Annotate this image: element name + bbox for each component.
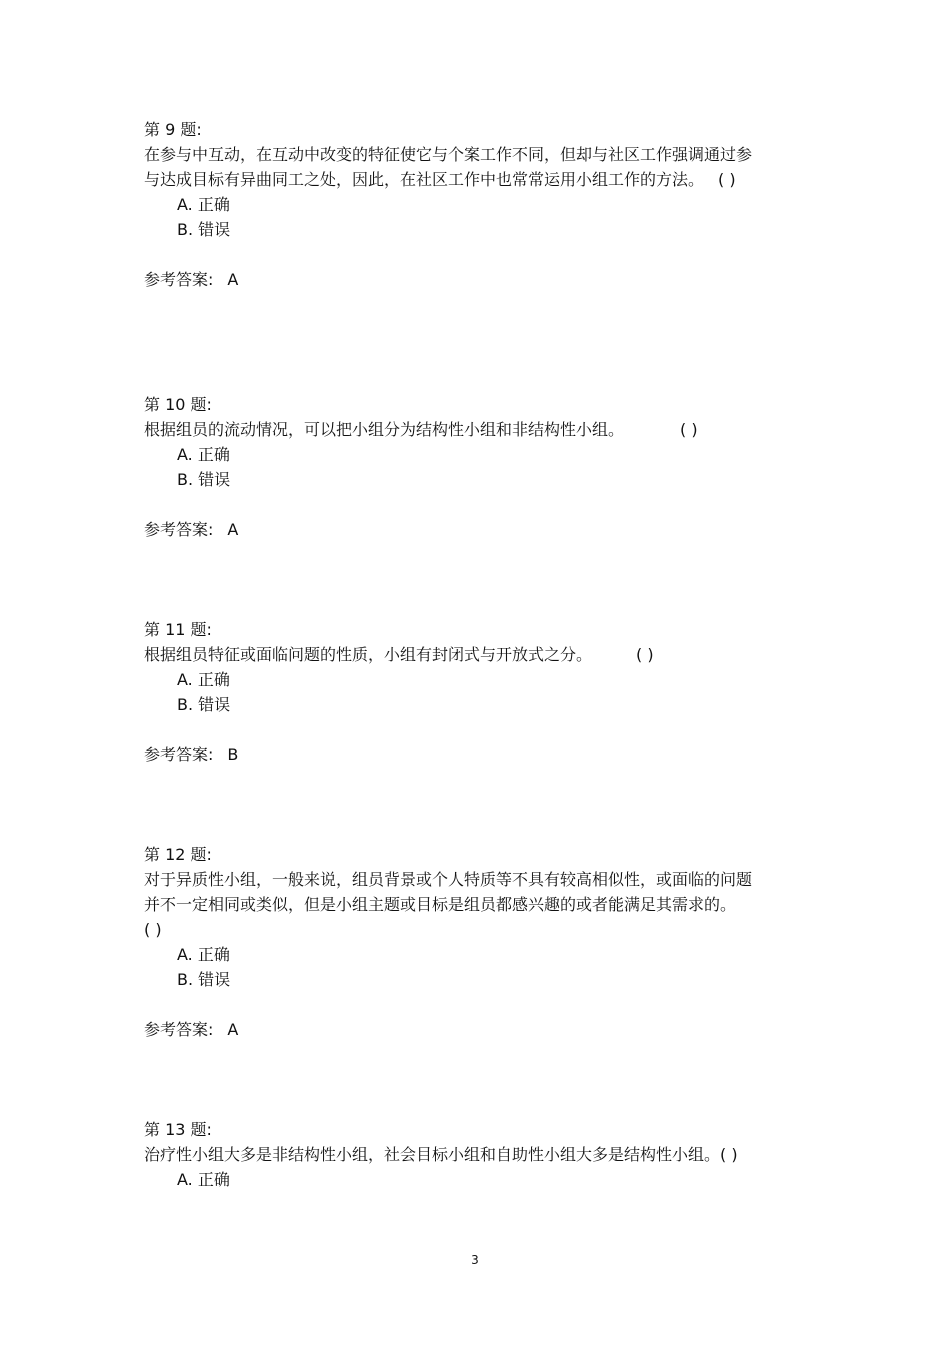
answer-value: A (227, 520, 239, 539)
answer-blank: ( ) (718, 170, 736, 189)
answer-label: 参考答案: (144, 270, 214, 289)
option-b: B. 错误 (177, 470, 231, 489)
option-a: A. 正确 (177, 445, 230, 464)
option-a: A. 正确 (177, 945, 230, 964)
reference-answer (144, 517, 804, 542)
answer-blank: ( ) (144, 920, 162, 939)
reference-answer (144, 267, 764, 292)
option-b: B. 错误 (177, 220, 231, 239)
answer-blank: ( ) (636, 645, 654, 664)
question-9 (144, 117, 764, 292)
question-text: 根据组员特征或面临问题的性质，小组有封闭式与开放式之分。 ( ) (144, 642, 764, 667)
question-12 (144, 842, 764, 1042)
answer-value: A (227, 1020, 239, 1039)
question-number: 第 13 题: (144, 1120, 212, 1139)
option-a: A. 正确 (177, 670, 230, 689)
reference-answer (144, 742, 764, 767)
question-number: 第 9 题: (144, 120, 202, 139)
option-a: A. 正确 (177, 195, 230, 214)
question-number: 第 11 题: (144, 620, 212, 639)
reference-answer (144, 1017, 764, 1042)
option-b: B. 错误 (177, 970, 231, 989)
question-text: 治疗性小组大多是非结构性小组，社会目标小组和自助性小组大多是结构性小组。( ) (144, 1142, 764, 1167)
question-11 (144, 617, 764, 767)
option-b: B. 错误 (177, 695, 231, 714)
question-text: 根据组员的流动情况，可以把小组分为结构性小组和非结构性小组。 ( ) (144, 417, 804, 442)
answer-blank: ( ) (720, 1145, 738, 1164)
question-number: 第 12 题: (144, 845, 212, 864)
answer-label: 参考答案: (144, 520, 214, 539)
answer-blank: ( ) (680, 420, 698, 439)
answer-value: A (227, 270, 239, 289)
answer-value: B (227, 745, 239, 764)
question-10 (144, 392, 804, 542)
page-number: 3 (471, 1253, 479, 1267)
option-a: A. 正确 (177, 1170, 230, 1189)
question-text: 对于异质性小组，一般来说，组员背景或个人特质等不具有较高相似性，或面临的问题并不一定相同或类似，但是小组主题或目标是组员都感兴趣的或者能满足其需求的。( ) (144, 867, 764, 942)
answer-label: 参考答案: (144, 745, 214, 764)
answer-label: 参考答案: (144, 1020, 214, 1039)
question-text: 在参与中互动，在互动中改变的特征使它与个案工作不同，但却与社区工作强调通过参与达成目标有异曲同工之处，因此，在社区工作中也常常运用小组工作的方法。 ( ) (144, 142, 764, 192)
question-number: 第 10 题: (144, 395, 212, 414)
question-13 (144, 1117, 764, 1192)
